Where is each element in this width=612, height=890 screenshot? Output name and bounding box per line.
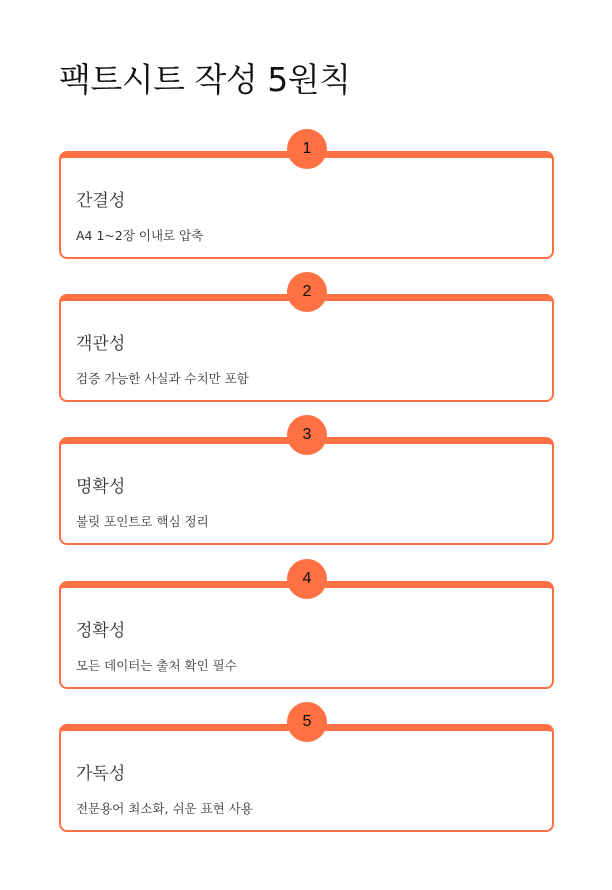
principle-card-1 [59, 140, 554, 259]
principle-title: 가독성 [76, 764, 126, 784]
principle-title: 간결성 [76, 191, 126, 211]
principle-description: 전문용어 최소화, 쉬운 표현 사용 [76, 801, 253, 816]
step-number-badge: 5 [287, 702, 327, 742]
principle-card-2 [59, 283, 554, 402]
principle-card-4 [59, 570, 554, 689]
step-number-badge: 3 [287, 415, 327, 455]
step-number-badge: 1 [287, 129, 327, 169]
principle-title: 명확성 [76, 477, 126, 497]
principle-description: 검증 가능한 사실과 수치만 포함 [76, 371, 249, 386]
principle-description: 불릿 포인트로 핵심 정리 [76, 514, 209, 529]
principle-description: A4 1~2장 이내로 압축 [76, 228, 204, 243]
step-number-badge: 4 [287, 559, 327, 599]
principle-description: 모든 데이터는 출처 확인 필수 [76, 658, 237, 673]
principle-card-3 [59, 426, 554, 545]
page-title: 팩트시트 작성 5원칙 [59, 60, 351, 99]
step-number-badge: 2 [287, 272, 327, 312]
principle-title: 객관성 [76, 334, 126, 354]
principle-card-5 [59, 713, 554, 832]
principle-title: 정확성 [76, 621, 126, 641]
